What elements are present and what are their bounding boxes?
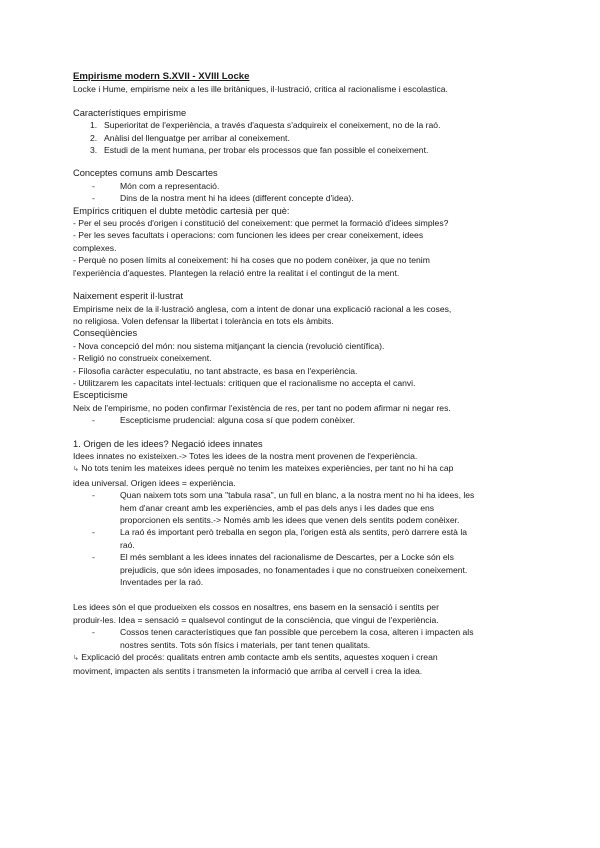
- paragraph-line: - Perquè no posen límits al coneixement: hi ha coses que no podem conèixer, ja que no tenim: [73, 255, 430, 266]
- paragraph-line: - Utilitzarem les capacitats intel·lectuals: critiquen que el racionalisme no accepta el canvi.: [73, 377, 416, 388]
- list-item: 3. Estudi de la ment humana, per trobar els processos que fan possible el coneixement.: [90, 145, 429, 156]
- paragraph-line: no religiosa. Volen defensar la llibertat i tolerància en tots els àmbits.: [73, 315, 334, 326]
- list-item: 1. Superioritat de l'experiència, a través d'aquesta s'adquireix el coneixement, no de la raó.: [90, 120, 441, 131]
- page-title: Empirisme modern S.XVII - XVIII Locke: [73, 71, 250, 82]
- hook-arrow-icon: ↳: [73, 466, 79, 474]
- paragraph-line: produir-les. Idea = sensació = qualsevol contingut de la consciència, que vingui de l'experiència.: [73, 614, 439, 625]
- paragraph-line: moviment, impacten als sentits i transmeten la informació que arriba al cervell i crea la idea.: [73, 666, 423, 677]
- list-item: - Quan naixem tots som una "tabula rasa", un full en blanc, a la nostra ment no hi ha idees, les hem d'anar creant amb les experiències, amb el pas dels anys i les dades que ens proporcionen els sentits.-> Només amb les idees que venen dels sentits podem conèixer.: [92, 490, 475, 525]
- paragraph-line: - Per el seu procés d'origen i constitució del coneixement: que permet la formació d'idees simples?: [73, 218, 449, 229]
- origen-list: [73, 489, 533, 588]
- escepticisme-list: [73, 414, 533, 426]
- critica-heading: Empírics critiquen el dubte metòdic cartesià per què:: [73, 205, 290, 216]
- paragraph-line: Neix de l'empirisme, no poden confirmar l'existència de res, per tant no podem afirmar ni negar res.: [73, 402, 451, 413]
- list-item: - Escepticisme prudencial: alguna cosa sí que podem conèixer.: [92, 415, 356, 426]
- hook-arrow-icon: ↳: [73, 655, 79, 663]
- consequencies-heading: Conseqüències: [73, 328, 138, 339]
- section-heading-naixement: Naixement esperit il·lustrat: [73, 291, 184, 302]
- paragraph-line: - Per les seves facultats i operacions: com funcionen les idees per crear coneixement, idees: [73, 230, 424, 241]
- list-item: - Món com a representació.: [92, 180, 220, 191]
- section-heading-origen: 1. Origen de les idees? Negació idees innates: [73, 438, 263, 449]
- paragraph-line: Idees innates no existeixen.-> Totes les idees de la nostra ment provenen de l'experiència.: [73, 450, 418, 461]
- paragraph-line: - Nova concepció del món: nou sistema mitjançant la ciencia (revolució científica).: [73, 340, 385, 351]
- conceptes-list: [73, 180, 533, 205]
- intro-text: Locke i Hume, empirisme neix a les ille britàniques, il·lustració, critica al racionalisme i escolastica.: [73, 84, 448, 95]
- paragraph-line: complexes.: [73, 242, 117, 253]
- paragraph-line: Les idees són el que produeixen els cossos en nosaltres, ens basem en la sensació i sentits per: [73, 602, 439, 613]
- section-heading-caracteristiques: Característiques empirisme: [73, 107, 187, 118]
- paragraph-line: l'experiència d'aquestes. Plantegen la relació entre la realitat i el contingut de la ment.: [73, 267, 400, 278]
- section-heading-conceptes: Conceptes comuns amb Descartes: [73, 168, 218, 179]
- paragraph-line: ↳ No tots tenim les mateixes idees perquè no tenim les mateixes experiències, per tant no hi ha cap: [73, 463, 454, 474]
- document-content: [73, 71, 533, 678]
- paragraph-line: idea universal. Origen idees = experiència.: [73, 477, 236, 488]
- list-item: - Cossos tenen característiques que fan possible que percebem la cosa, alteren i impacten als nostres sentits. Tots són físics i materials, per tant tenen qualitats.: [92, 627, 474, 650]
- paragraph-line: - Filosofia caràcter especulatiu, no tant abstracte, es basa en l'experiència.: [73, 365, 358, 376]
- paragraph-line: - Religió no construeix coneixement.: [73, 353, 212, 364]
- list-item: - El més semblant a les idees innates del racionalisme de Descartes, per a Locke són els prejudicis, que són idees imposades, no fonamentades i que no construeixen coneixement. Inventades per la raó.: [92, 552, 468, 588]
- list-item: - Dins de la nostra ment hi ha idees (different concepte d'idea).: [92, 193, 354, 204]
- escepticisme-heading: Escepticisme: [73, 390, 128, 401]
- caracteristiques-list: [73, 119, 533, 156]
- list-item: 2. Anàlisi del llenguatge per arribar al coneixement.: [90, 132, 290, 143]
- paragraph-line: Empirisme neix de la il·lustració anglesa, com a intent de donar una explicació racional a les coses,: [73, 303, 452, 314]
- list-item: - La raó és important però treballa en segon pla, l'origen està als sentits, però darrere està la raó.: [92, 527, 468, 550]
- paragraph-line: ↳ Explicació del procés: qualitats entren amb contacte amb els sentits, aquestes xoquen i crean: [73, 652, 438, 663]
- sensacio-list: [73, 626, 533, 651]
